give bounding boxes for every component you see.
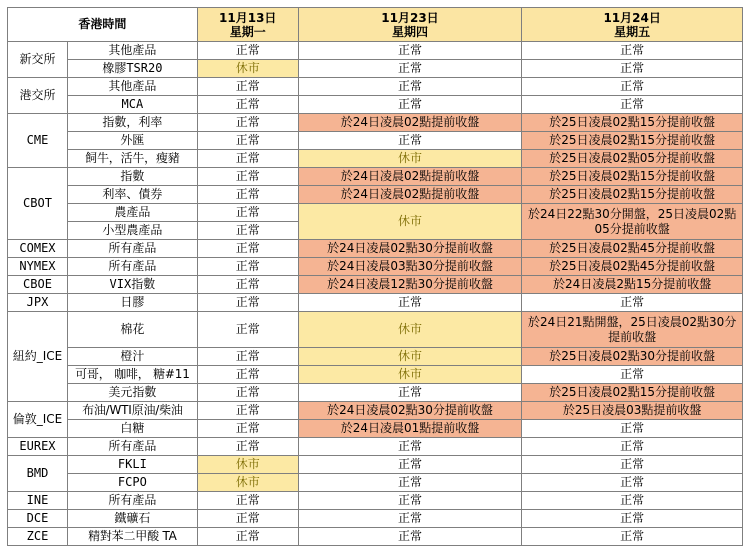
status-cell: 於24日凌晨03點30分提前收盤 [298,258,522,276]
status-cell: 於24日凌晨02點提前收盤 [298,168,522,186]
status-cell: 正常 [298,492,522,510]
table-row [8,510,743,528]
status-cell: 正常 [522,528,743,546]
status-cell: 休市 [197,60,298,78]
status-cell: 正常 [522,474,743,492]
product-cell: MCA [67,96,197,114]
table-row [8,186,743,204]
status-cell: 正常 [298,438,522,456]
status-cell: 正常 [522,438,743,456]
table-row [8,438,743,456]
status-cell: 於25日凌晨02點15分提前收盤 [522,186,743,204]
table-row [8,456,743,474]
status-cell: 休市 [298,150,522,168]
status-cell: 正常 [197,78,298,96]
status-cell: 正常 [197,438,298,456]
status-cell: 正常 [197,276,298,294]
status-cell: 於24日22點30分開盤，25日凌晨02點05分提前收盤 [522,204,743,240]
status-cell: 正常 [197,168,298,186]
product-cell: 所有產品 [67,438,197,456]
trading-hours-table [7,7,743,546]
status-cell: 正常 [522,510,743,528]
status-cell: 於24日凌晨02點提前收盤 [298,114,522,132]
table-row [8,312,743,348]
status-cell: 正常 [298,294,522,312]
status-cell: 正常 [197,492,298,510]
status-cell: 正常 [197,222,298,240]
table-row [8,528,743,546]
status-cell: 正常 [197,402,298,420]
status-cell: 正常 [298,96,522,114]
table-row [8,114,743,132]
status-cell: 正常 [197,258,298,276]
product-cell: 農產品 [67,204,197,222]
product-cell: 飼牛，活牛，瘦豬 [67,150,197,168]
product-cell: 其他產品 [67,78,197,96]
exchange-cell: ZCE [8,528,68,546]
product-cell: VIX指數 [67,276,197,294]
status-cell: 正常 [197,510,298,528]
exchange-cell: 新交所 [8,42,68,78]
status-cell: 於24日凌晨12點30分提前收盤 [298,276,522,294]
day-header-1: 11月13日 星期一 [197,8,298,42]
status-cell: 休市 [298,366,522,384]
table-row [8,420,743,438]
table-row [8,276,743,294]
status-cell: 於24日凌晨02點30分提前收盤 [298,240,522,258]
exchange-cell: CBOE [8,276,68,294]
product-cell: 日膠 [67,294,197,312]
status-cell: 正常 [298,384,522,402]
table-row [8,402,743,420]
status-cell: 休市 [298,312,522,348]
header-row [8,8,743,42]
product-cell: 布油/WTI原油/柴油 [67,402,197,420]
exchange-cell: NYMEX [8,258,68,276]
table-row [8,492,743,510]
status-cell: 正常 [298,510,522,528]
status-cell: 休市 [197,456,298,474]
status-cell: 正常 [197,204,298,222]
product-cell: 白糖 [67,420,197,438]
product-cell: 橙汁 [67,348,197,366]
table-row [8,168,743,186]
table-row [8,42,743,60]
status-cell: 正常 [197,294,298,312]
product-cell: 指數 [67,168,197,186]
exchange-cell: 港交所 [8,78,68,114]
status-cell: 於25日凌晨03點提前收盤 [522,402,743,420]
product-cell: 棉花 [67,312,197,348]
table-row [8,204,743,222]
status-cell: 正常 [522,366,743,384]
table-row [8,240,743,258]
exchange-cell: 倫敦_ICE [8,402,68,438]
status-cell: 於25日凌晨02點05分提前收盤 [522,150,743,168]
status-cell: 正常 [522,96,743,114]
status-cell: 正常 [298,42,522,60]
status-cell: 正常 [197,240,298,258]
exchange-cell: COMEX [8,240,68,258]
status-cell: 休市 [197,474,298,492]
product-cell: 美元指數 [67,384,197,402]
product-cell: 所有產品 [67,240,197,258]
status-cell: 正常 [298,60,522,78]
day-header-3: 11月24日 星期五 [522,8,743,42]
holiday-schedule [7,7,743,546]
product-cell: 精對苯二甲酸 TA [67,528,197,546]
status-cell: 正常 [197,420,298,438]
product-cell: 可哥， 咖啡， 糖#11 [67,366,197,384]
status-cell: 正常 [197,384,298,402]
status-cell: 正常 [522,492,743,510]
product-cell: 小型農產品 [67,222,197,240]
status-cell: 正常 [298,528,522,546]
status-cell: 休市 [298,204,522,240]
table-row [8,474,743,492]
product-cell: 鐵礦石 [67,510,197,528]
table-row [8,258,743,276]
exchange-cell: CME [8,114,68,168]
status-cell: 於25日凌晨02點15分提前收盤 [522,168,743,186]
product-cell: 橡膠TSR20 [67,60,197,78]
table-row [8,384,743,402]
status-cell: 正常 [197,312,298,348]
day-header-2: 11月23日 星期四 [298,8,522,42]
status-cell: 正常 [197,366,298,384]
status-cell: 正常 [522,60,743,78]
table-row [8,294,743,312]
exchange-cell: JPX [8,294,68,312]
table-row [8,366,743,384]
status-cell: 休市 [298,348,522,366]
product-cell: 所有產品 [67,492,197,510]
status-cell: 正常 [197,186,298,204]
exchange-cell: CBOT [8,168,68,240]
status-cell: 於25日凌晨02點15分提前收盤 [522,132,743,150]
product-cell: 所有產品 [67,258,197,276]
product-cell: 指數，利率 [67,114,197,132]
exchange-cell: 紐約_ICE [8,312,68,402]
status-cell: 正常 [522,456,743,474]
table-row [8,348,743,366]
status-cell: 正常 [197,114,298,132]
exchange-cell: DCE [8,510,68,528]
table-row [8,78,743,96]
table-row [8,150,743,168]
status-cell: 於24日21點開盤，25日凌晨02點30分提前收盤 [522,312,743,348]
status-cell: 於25日凌晨02點45分提前收盤 [522,258,743,276]
status-cell: 正常 [522,294,743,312]
product-cell: FKLI [67,456,197,474]
table-title: 香港時間 [8,8,198,42]
status-cell: 於25日凌晨02點30分提前收盤 [522,348,743,366]
status-cell: 正常 [197,528,298,546]
table-row [8,132,743,150]
table-row [8,96,743,114]
status-cell: 正常 [298,456,522,474]
status-cell: 正常 [197,42,298,60]
exchange-cell: BMD [8,456,68,492]
product-cell: 利率、債券 [67,186,197,204]
product-cell: FCPO [67,474,197,492]
status-cell: 正常 [197,132,298,150]
table-row [8,60,743,78]
product-cell: 其他產品 [67,42,197,60]
status-cell: 正常 [197,150,298,168]
product-cell: 外匯 [67,132,197,150]
status-cell: 於24日凌晨2點15分提前收盤 [522,276,743,294]
status-cell: 正常 [522,420,743,438]
status-cell: 正常 [522,42,743,60]
status-cell: 於25日凌晨02點45分提前收盤 [522,240,743,258]
status-cell: 正常 [522,78,743,96]
status-cell: 於24日凌晨02點提前收盤 [298,186,522,204]
status-cell: 於24日凌晨02點30分提前收盤 [298,402,522,420]
status-cell: 於24日凌晨01點提前收盤 [298,420,522,438]
status-cell: 正常 [197,96,298,114]
exchange-cell: INE [8,492,68,510]
status-cell: 正常 [197,348,298,366]
status-cell: 於25日凌晨02點15分提前收盤 [522,114,743,132]
status-cell: 正常 [298,474,522,492]
status-cell: 正常 [298,132,522,150]
exchange-cell: EUREX [8,438,68,456]
status-cell: 正常 [298,78,522,96]
status-cell: 於25日凌晨02點15分提前收盤 [522,384,743,402]
